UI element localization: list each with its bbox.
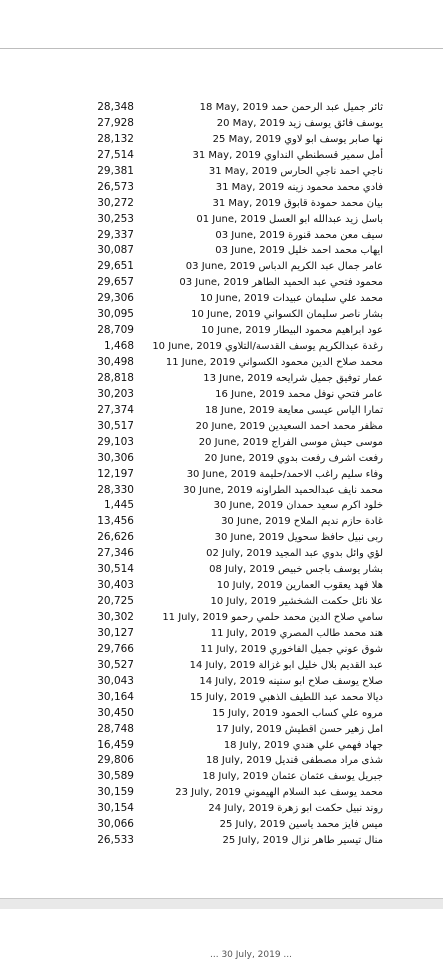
amount-value: 29,337 (97, 228, 134, 241)
date-and-name: 20 June, 2019 موسى حيش موسى الفراج (198, 436, 383, 448)
amount-value: 29,657 (97, 276, 134, 289)
list-item (0, 307, 443, 323)
date-and-name: 25 July, 2019 ميس فايز محمد ياسين (219, 819, 383, 831)
list-item (0, 722, 443, 738)
amount-value: 30,154 (97, 802, 134, 815)
date-and-name: 25 July, 2019 منال تيسير طاهر نزال (222, 835, 383, 847)
date-and-name: 10 June, 2019 بشار ناصر سليمان الكسواني (191, 309, 383, 321)
amount-value: 30,403 (97, 579, 134, 592)
amount-value: 30,164 (97, 690, 134, 703)
amount-value: 28,132 (97, 132, 134, 145)
amount-value: 1,468 (103, 340, 134, 353)
list-item (0, 642, 443, 658)
date-and-name: 08 July, 2019 بشار يوسف باجس خبيص (209, 564, 383, 576)
amount-value: 28,348 (97, 101, 134, 113)
amount-value: 28,330 (97, 483, 134, 496)
amount-value: 16,459 (97, 738, 134, 751)
date-and-name: 23 July, 2019 محمد يوسف عبد السلام الهيموني (175, 787, 383, 799)
amount-value: 28,818 (97, 371, 134, 384)
amount-value: 30,272 (97, 196, 134, 209)
list-item (0, 132, 443, 148)
date-and-name: 15 July, 2019 ديالا محمد عبد اللطيف الذهبي (189, 691, 383, 703)
list-item (0, 387, 443, 403)
list-item (0, 419, 443, 435)
list-item (0, 610, 443, 626)
amount-value: 29,766 (97, 642, 134, 655)
list-item (0, 626, 443, 642)
amount-value: 26,626 (97, 531, 134, 544)
amount-value: 30,450 (97, 706, 134, 719)
date-and-name: 18 July, 2019 جهاد فهمي علي هندي (223, 739, 383, 751)
amount-value: 27,514 (97, 148, 134, 161)
list-item (0, 690, 443, 706)
amount-value: 13,456 (97, 515, 134, 528)
amount-value: 30,306 (97, 451, 134, 464)
list-item (0, 753, 443, 769)
date-and-name: 30 June, 2019 وفاء سليم راغب الاحمد/حليمة (186, 468, 383, 480)
amount-value: 30,203 (97, 387, 134, 400)
list-item (0, 339, 443, 355)
list-item (0, 769, 443, 785)
list-item (0, 355, 443, 371)
date-and-name: 20 June, 2019 رفعت اشرف رفعت بدوي (204, 452, 383, 464)
amount-value: 30,043 (97, 674, 134, 687)
list-item (0, 291, 443, 307)
date-and-name: 30 June, 2019 خلود اكرم سعيد حمدان (213, 500, 383, 512)
top-margin (0, 0, 443, 49)
amount-value: 29,381 (97, 164, 134, 177)
list-item (0, 738, 443, 754)
amount-value: 30,302 (97, 611, 134, 623)
list-item (0, 785, 443, 801)
date-and-name: 25 May, 2019 نها صابر يوسف ابو لاوي (212, 133, 383, 145)
date-and-name: 10 June, 2019 رغدة عبدالكريم يوسف القدسة/التلاوي (152, 341, 383, 353)
list-item (0, 514, 443, 530)
amount-value: 1,445 (103, 499, 134, 512)
date-and-name: 01 June, 2019 باسل زيد عبدالله ابو العسل (196, 213, 383, 225)
date-and-name: 30 June, 2019 غادة حازم نديم الملاح (221, 516, 383, 528)
date-and-name: 30 June, 2019 ربى نبيل حافظ سحويل (214, 532, 383, 544)
amount-value: 28,709 (97, 324, 134, 337)
date-and-name: 11 July, 2019 سامي صلاح الدين محمد حلمي رحمو (162, 612, 383, 623)
date-and-name: 10 June, 2019 محمد علي سليمان عبيدات (200, 293, 383, 305)
amount-value: 29,806 (97, 754, 134, 767)
amount-value: 27,346 (97, 547, 134, 560)
date-and-name: 14 July, 2019 صلاح يوسف صلاح ابو سنينه (199, 675, 383, 687)
amount-value: 29,651 (97, 260, 134, 273)
list-item (0, 706, 443, 722)
next-page-partial-text: ... 30 July, 2019 ... (210, 950, 293, 960)
date-and-name: 03 June, 2019 سيف معن محمد قنورة (215, 229, 383, 241)
amount-value: 30,066 (97, 818, 134, 831)
list-item (0, 212, 443, 228)
amount-value: 26,573 (97, 180, 134, 193)
list-item (0, 180, 443, 196)
date-and-name: 10 July, 2019 علا نائل حكمت الشخشير (210, 596, 383, 608)
date-and-name: 03 June, 2019 عامر جمال عبد الكريم الدباس (185, 261, 383, 273)
date-and-name: 31 May, 2019 أمل سمير قسطنطي النداوي (192, 149, 383, 161)
amount-value: 20,725 (97, 595, 134, 608)
date-and-name: 10 June, 2019 عود ابراهيم محمود البيطار (201, 325, 383, 337)
date-and-name: 18 May, 2019 ثائر جميل عبد الرحمن حمد (199, 102, 383, 113)
amount-value: 28,748 (97, 722, 134, 735)
amount-value: 30,159 (97, 786, 134, 799)
list-item (0, 435, 443, 451)
list-item (0, 243, 443, 259)
amount-value: 30,127 (97, 626, 134, 639)
list-item (0, 259, 443, 275)
amount-value: 29,103 (97, 435, 134, 448)
list-item (0, 530, 443, 546)
list-item (0, 403, 443, 419)
transactions-list (0, 100, 443, 849)
amount-value: 30,095 (97, 308, 134, 321)
date-and-name: 24 July, 2019 روند نبيل حكمت ابو زهرة (208, 803, 383, 815)
date-and-name: 31 May, 2019 ناجي احمد ناجي الحارس (208, 165, 383, 177)
amount-value: 26,533 (97, 834, 134, 847)
amount-value: 27,928 (97, 116, 134, 129)
date-and-name: 14 July, 2019 عبد القديم بلال خليل ابو غزالة (189, 659, 383, 671)
list-item (0, 833, 443, 849)
list-item (0, 674, 443, 690)
amount-value: 30,589 (97, 770, 134, 783)
list-item (0, 196, 443, 212)
list-item (0, 578, 443, 594)
date-and-name: 03 June, 2019 محمود فتحي عبد الحميد الطاهر (179, 277, 383, 289)
list-item (0, 483, 443, 499)
page-separator (0, 898, 443, 909)
list-item (0, 817, 443, 833)
amount-value: 30,527 (97, 658, 134, 671)
amount-value: 12,197 (97, 467, 134, 480)
list-item (0, 164, 443, 180)
amount-value: 30,498 (97, 356, 134, 368)
list-item (0, 562, 443, 578)
list-item (0, 546, 443, 562)
amount-value: 30,253 (97, 212, 134, 225)
list-item (0, 371, 443, 387)
amount-value: 29,306 (97, 292, 134, 305)
date-and-name: 11 July, 2019 شوق عوني جميل الفاخوري (200, 643, 383, 655)
list-item (0, 594, 443, 610)
date-and-name: 13 June, 2019 عمار توفيق جميل شرايحه (203, 372, 383, 384)
date-and-name: 02 July, 2019 لؤي وائل بدوي عبد المجيد (206, 548, 383, 560)
list-item (0, 451, 443, 467)
date-and-name: 15 July, 2019 مروه علي كساب الحمود (212, 707, 383, 719)
date-and-name: 11 June, 2019 محمد صلاح الدين محمود الكسواني (165, 357, 383, 368)
list-item (0, 228, 443, 244)
amount-value: 30,087 (97, 244, 134, 257)
date-and-name: 17 July, 2019 امل زهير حسن اقطيش (216, 723, 383, 735)
date-and-name: 10 July, 2019 هلا فهد يعقوب العمارين (216, 580, 383, 592)
date-and-name: 30 June, 2019 محمد نايف عبدالحميد الطراونه (183, 484, 383, 496)
list-item (0, 323, 443, 339)
date-and-name: 18 July, 2019 شذى مراد مصطفى قنديل (206, 755, 383, 767)
date-and-name: 31 May, 2019 بيان محمد حمودة قابوق (212, 197, 383, 209)
date-and-name: 18 June, 2019 تمارا الياس عيسى معايعة (205, 404, 383, 416)
list-item (0, 116, 443, 132)
date-and-name: 18 July, 2019 جبريل يوسف عثمان عثمان (202, 771, 383, 783)
list-item (0, 100, 443, 116)
date-and-name: 20 May, 2019 يوسف فائق يوسف زيد (216, 117, 383, 129)
amount-value: 30,514 (97, 563, 134, 576)
list-item (0, 801, 443, 817)
list-item (0, 498, 443, 514)
amount-value: 27,374 (97, 403, 134, 416)
list-item (0, 658, 443, 674)
date-and-name: 16 June, 2019 عامر فتحي نوفل محمد (215, 388, 383, 400)
date-and-name: 20 June, 2019 مظفر محمد احمد السعيدين (195, 420, 383, 432)
list-item (0, 275, 443, 291)
list-item (0, 467, 443, 483)
list-item (0, 148, 443, 164)
amount-value: 30,517 (97, 419, 134, 432)
date-and-name: 11 July, 2019 هند محمد طالب المصري (210, 627, 383, 639)
date-and-name: 03 June, 2019 ايهاب محمد احمد خليل (215, 245, 383, 257)
date-and-name: 31 May, 2019 فادي محمد محمود زينه (215, 181, 383, 193)
